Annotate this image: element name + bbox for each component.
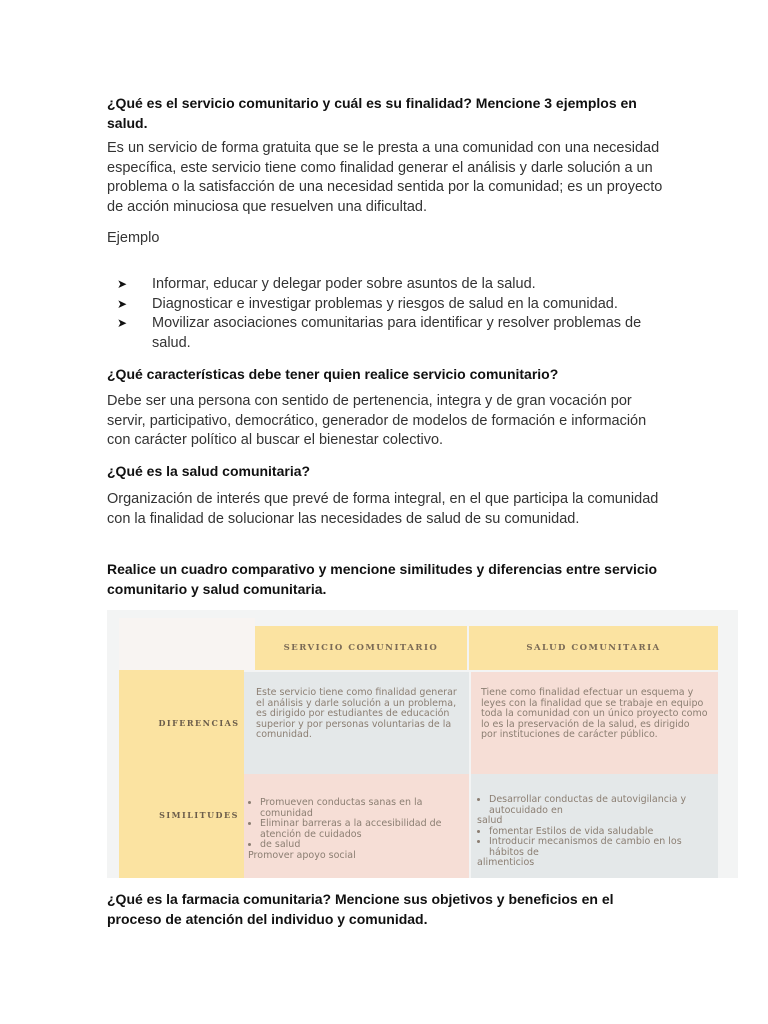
list-item: ➤ Movilizar asociaciones comunitarias para identificar y resolver problemas de salud. <box>117 315 642 351</box>
cell-similitudes-salud <box>471 774 718 878</box>
ejemplo-label: Ejemplo <box>107 230 160 246</box>
list-item: ➤ Informar, educar y delegar poder sobre asuntos de la salud. <box>117 275 657 295</box>
question-servicio-comunitario: ¿Qué es el servicio comunitario y cuál es su finalidad? Mencione 3 ejemplos en salud. <box>107 95 637 131</box>
paragraph-definicion-servicio: Es un servicio de forma gratuita que se le presta a una comunidad con una necesidad específica, este servicio tiene como finalidad generar el análisis y darle solución a un problema o la satisfacción de una necesidad sentida por la comunidad; es un proyecto de acción minuciosa que resuelven una dificultad. <box>107 140 663 215</box>
question-caracteristicas: ¿Qué características debe tener quien realice servicio comunitario? <box>107 366 559 382</box>
cell-similitudes-servicio <box>244 774 469 878</box>
list-item: • Desarrollar conductas de autovigilancia y autocuidado en <box>489 795 712 816</box>
list-item: • fomentar Estilos de vida saludable <box>489 827 712 838</box>
arrow-bullet-icon: ➤ <box>117 316 128 330</box>
arrow-bullet-icon: ➤ <box>117 296 128 311</box>
table-corner-cell <box>119 618 255 670</box>
list-item: • de salud <box>260 840 465 851</box>
cell-diferencias-salud: Tiene como finalidad efectuar un esquema y leyes con la finalidad que se trabaje en equipo toda la comunidad con un único proyecto como lo es la preservación de la salud, es dirigido por instituciones de carácter público. <box>471 672 718 774</box>
similitudes-servicio-list <box>248 798 465 851</box>
similitudes-salud-list <box>477 795 712 816</box>
row-label-column <box>119 670 244 878</box>
paragraph-caracteristicas: Debe ser una persona con sentido de pertenencia, integra y de gran vocación por servir, participativo, democrático, generador de modelos de formación e información con carácter político al buscar el bienestar colectivo. <box>107 393 647 448</box>
header-salud-comunitaria: SALUD COMUNITARIA <box>469 626 718 670</box>
question-farmacia-comunitaria: ¿Qué es la farmacia comunitaria? Mencione sus objetivos y beneficios en el proceso de atención del individuo y comunidad. <box>107 891 614 927</box>
examples-list <box>117 275 657 353</box>
cell-diferencias-servicio: Este servicio tiene como finalidad generar el análisis y darle solución a un problema, es dirigido por estudiantes de educación superior y por personas voluntarias de la comunidad. <box>244 672 469 774</box>
similitudes-salud-list-2 <box>477 827 712 859</box>
question-salud-comunitaria: ¿Qué es la salud comunitaria? <box>107 463 311 479</box>
arrow-bullet-icon: ➤ <box>117 277 128 291</box>
comparison-table <box>107 610 738 878</box>
similitudes-servicio-extra: Promover apoyo social <box>248 849 356 861</box>
row-label-diferencias: DIFERENCIAS <box>158 718 240 728</box>
similitudes-salud-cont: salud <box>477 815 503 826</box>
list-item: • Introducir mecanismos de cambio en los hábitos de <box>489 837 712 858</box>
paragraph-salud-comunitaria: Organización de interés que prevé de forma integral, en el que participa la comunidad con la finalidad de solucionar las necesidades de salud de su comunidad. <box>107 491 659 527</box>
list-item: • Eliminar barreras a la accesibilidad de atención de cuidados <box>260 819 465 840</box>
header-servicio-comunitario: SERVICIO COMUNITARIO <box>255 626 467 670</box>
row-label-similitudes: SIMILITUDES <box>159 810 239 820</box>
similitudes-salud-extra: alimenticios <box>477 857 535 868</box>
list-item: ➤ Diagnosticar e investigar problemas y riesgos de salud en la comunidad. <box>117 295 657 315</box>
question-cuadro-comparativo: Realice un cuadro comparativo y mencione similitudes y diferencias entre servicio comunitario y salud comunitaria. <box>107 561 658 597</box>
list-item: • Promueven conductas sanas en la comunidad <box>260 798 465 819</box>
